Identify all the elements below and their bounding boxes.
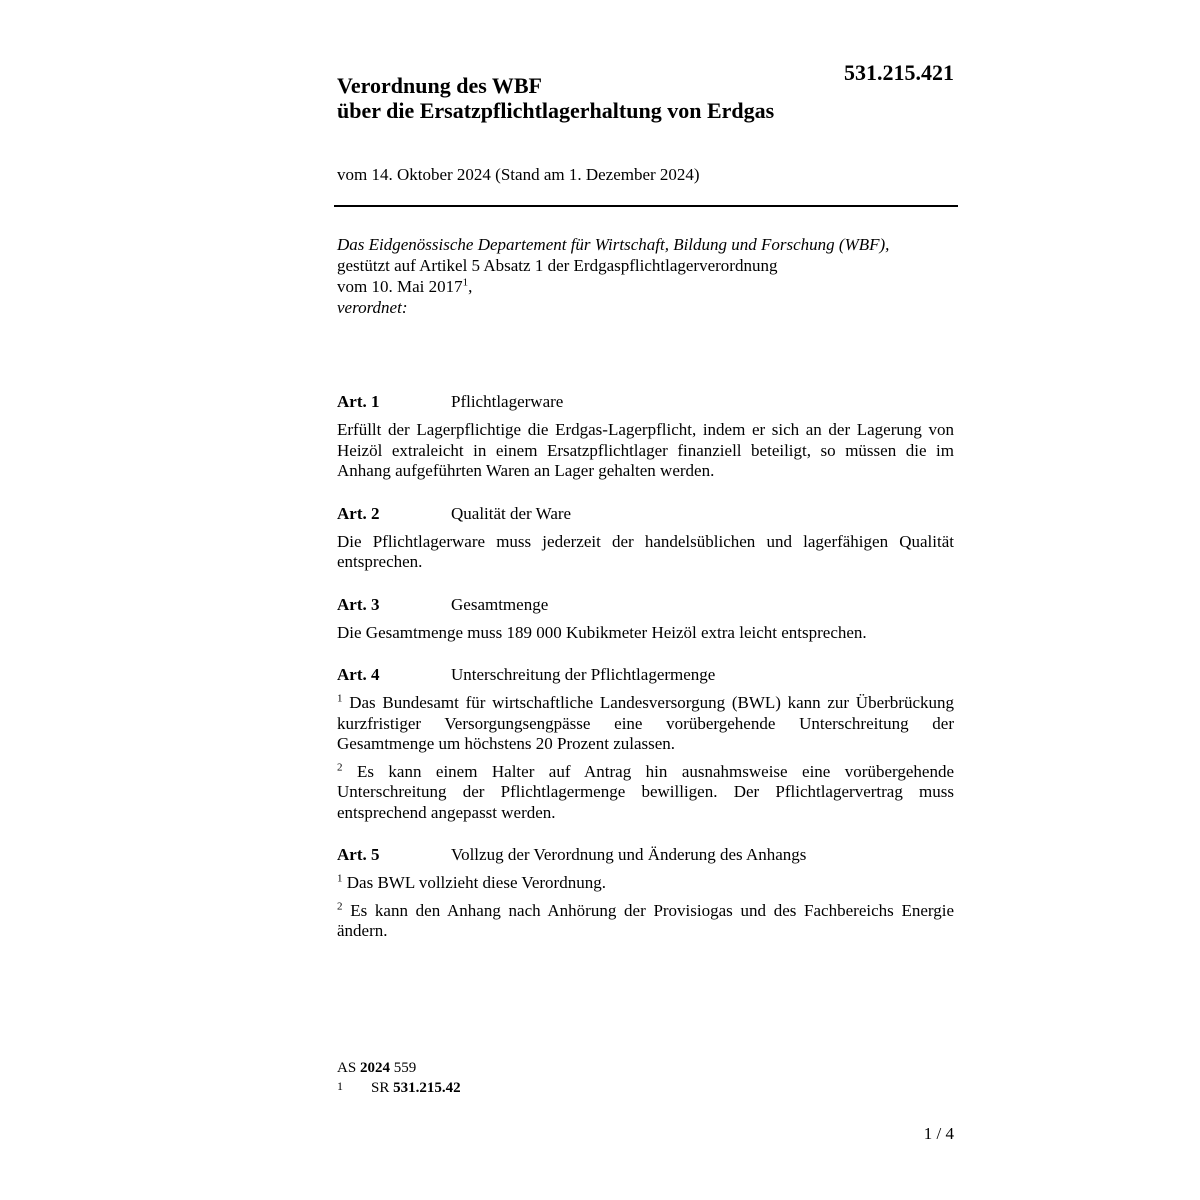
preamble-basis-line-1: gestützt auf Artikel 5 Absatz 1 der Erdgaspflichtlagerverordnung <box>337 256 778 275</box>
footnote-ref-1[interactable]: 1 <box>462 276 469 289</box>
as-page: 559 <box>393 1060 417 1076</box>
article-3 <box>337 594 954 644</box>
paragraph-mark: 1 <box>337 692 343 705</box>
paragraph-text: Es kann einem Halter auf Antrag hin ausnahmsweise eine vorübergehende Unterschreitung der Pflichtlagermenge bewilligen. Der Pflichtlagervertrag muss entsprechend angepasst werden. <box>337 761 954 822</box>
title-divider <box>334 205 958 207</box>
article-5 <box>337 844 954 942</box>
article-heading <box>337 664 954 686</box>
paragraph-mark: 2 <box>337 899 343 912</box>
article-number: Art. 4 <box>337 665 380 684</box>
article-paragraph <box>337 762 954 824</box>
article-paragraph <box>337 901 954 942</box>
footnote-sr-ref[interactable]: 531.215.42 <box>393 1080 461 1096</box>
article-title: Unterschreitung der Pflichtlagermenge <box>451 665 716 684</box>
document-title <box>337 73 897 123</box>
article-paragraph <box>337 693 954 755</box>
paragraph-text: Es kann den Anhang nach Anhörung der Provisiogas und des Fachbereichs Energie ändern. <box>337 900 955 940</box>
preamble-basis-end: , <box>468 277 473 296</box>
article-paragraph <box>337 420 954 482</box>
article-number: Art. 2 <box>337 503 380 523</box>
article-1 <box>337 391 954 482</box>
paragraph-mark: 2 <box>337 760 343 773</box>
article-title: Qualität der Ware <box>451 503 572 523</box>
preamble-basis-date: vom 10. Mai 2017 <box>337 277 463 296</box>
article-number: Art. 1 <box>337 392 380 411</box>
article-heading <box>337 594 954 616</box>
paragraph-text: Die Gesamtmenge muss 189 000 Kubikmeter Heizöl extra leicht entsprechen. <box>337 622 867 642</box>
article-title: Pflichtlagerware <box>451 392 564 411</box>
footnote-prefix: SR <box>371 1080 390 1096</box>
article-2 <box>337 503 954 573</box>
article-paragraph <box>337 873 954 894</box>
date-line: vom 14. Oktober 2024 (Stand am 1. Dezember 2024) <box>337 165 700 184</box>
title-line-1: Verordnung des WBF <box>337 73 542 98</box>
preamble <box>337 234 957 318</box>
paragraph-text: Das Bundesamt für wirtschaftliche Landesversorgung (BWL) kann zur Überbrückung kurzfristiger Versorgungsengpässe eine vorübergehende Unterschreitung der Gesamtmenge um höchstens 20 Prozent zulassen. <box>337 693 954 753</box>
as-prefix: AS <box>337 1060 357 1076</box>
article-number: Art. 5 <box>337 845 380 864</box>
preamble-authority: Das Eidgenössische Departement für Wirtschaft, Bildung und Forschung (WBF), <box>337 235 890 254</box>
paragraph-text: Die Pflichtlagerware muss jederzeit der handelsüblichen und lagerfähigen Qualität entsprechen. <box>337 531 954 571</box>
article-heading <box>337 391 954 413</box>
article-paragraph <box>337 623 954 644</box>
article-paragraph <box>337 532 954 573</box>
footnote-mark: 1 <box>337 1079 343 1093</box>
preamble-basis-line-2 <box>337 276 957 297</box>
articles <box>337 391 954 963</box>
article-title: Gesamtmenge <box>451 594 549 614</box>
official-compilation-ref <box>337 1058 461 1078</box>
as-year: 2024 <box>359 1060 390 1076</box>
paragraph-text: Erfüllt der Lagerpflichtige die Erdgas-Lagerpflicht, indem er sich an der Lagerung von Heizöl extraleicht in einem Ersatzpflichtlager finanziell beteiligt, so müssen die im Anhang aufgeführten Waren an Lager gehalten werden. <box>337 420 954 480</box>
page-number: 1 / 4 <box>923 1124 954 1143</box>
article-title: Vollzug der Verordnung und Änderung des Anhangs <box>451 845 807 864</box>
paragraph-mark: 1 <box>337 872 343 885</box>
title-line-2: über die Ersatzpflichtlagerhaltung von Erdgas <box>337 98 775 123</box>
preamble-enacts: verordnet: <box>337 298 408 317</box>
footnote-text <box>371 1078 461 1098</box>
article-heading <box>337 503 954 525</box>
footer-references <box>337 1058 461 1098</box>
article-heading <box>337 844 954 866</box>
sr-number: 531.215.421 <box>844 60 954 85</box>
article-number: Art. 3 <box>337 594 380 614</box>
article-4 <box>337 664 954 823</box>
paragraph-text: Das BWL vollzieht diese Verordnung. <box>346 873 606 892</box>
footnote-1 <box>337 1078 461 1098</box>
